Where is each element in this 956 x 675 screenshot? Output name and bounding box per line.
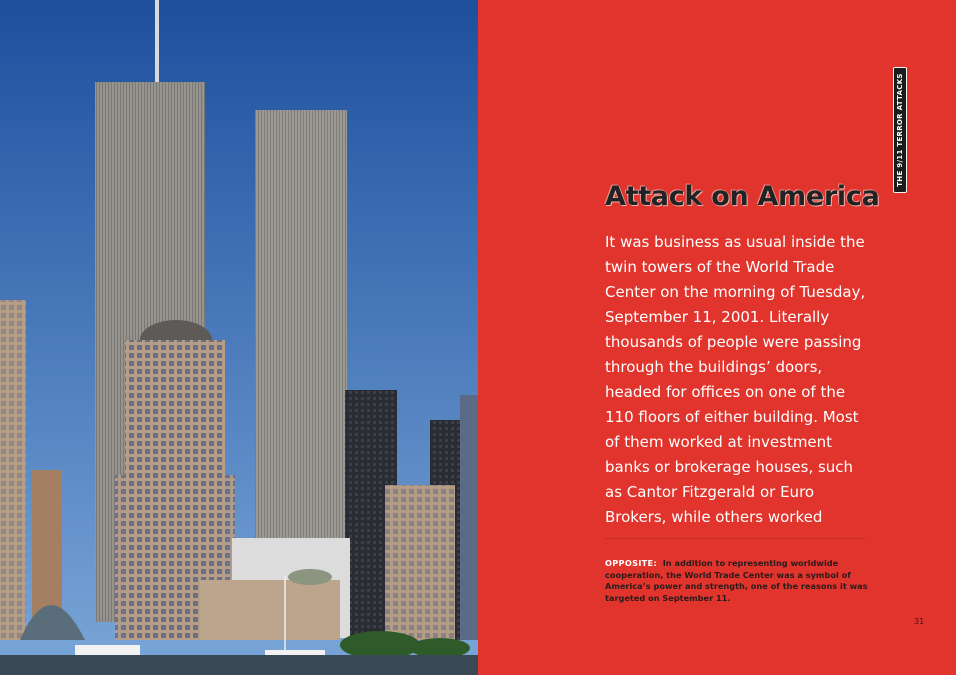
body-line: twin towers of the World Trade xyxy=(605,258,835,276)
antenna xyxy=(155,0,159,82)
article-title: Attack on America xyxy=(605,181,880,212)
body-line: September 11, 2001. Literally xyxy=(605,308,830,326)
chapter-tab xyxy=(893,67,907,193)
caption-line: targeted on September 11. xyxy=(605,592,731,603)
caption-line: America’s power and strength, one of the reasons it was xyxy=(605,581,868,592)
page-number: 31 xyxy=(914,617,925,626)
article-body xyxy=(605,230,875,530)
caption-line: cooperation, the World Trade Center was a symbol of xyxy=(605,569,851,580)
caption-divider xyxy=(605,538,865,539)
water xyxy=(0,655,478,675)
winter-garden-dome xyxy=(288,569,332,585)
trees xyxy=(340,631,420,659)
body-line: as Cantor Fitzgerald or Euro xyxy=(605,483,815,501)
body-line: thousands of people were passing xyxy=(605,333,862,351)
body-line: 110 floors of either building. Most xyxy=(605,408,859,426)
chapter-tab-label: THE 9/11 TERROR ATTACKS xyxy=(896,73,904,187)
body-line: Brokers, while others worked xyxy=(605,508,823,526)
body-line: banks or brokerage houses, such xyxy=(605,458,854,476)
caption-label: OPPOSITE: xyxy=(605,558,658,568)
caption-line: In addition to representing worldwide xyxy=(662,558,839,568)
right-page xyxy=(478,0,956,675)
body-line: of them worked at investment xyxy=(605,433,833,451)
body-line: It was business as usual inside the xyxy=(605,233,865,251)
body-line: Center on the morning of Tuesday, xyxy=(605,283,866,301)
ferry xyxy=(75,645,140,655)
body-line: through the buildings’ doors, xyxy=(605,358,823,376)
body-line: headed for offices on one of the xyxy=(605,383,846,401)
photo-caption xyxy=(605,558,868,604)
